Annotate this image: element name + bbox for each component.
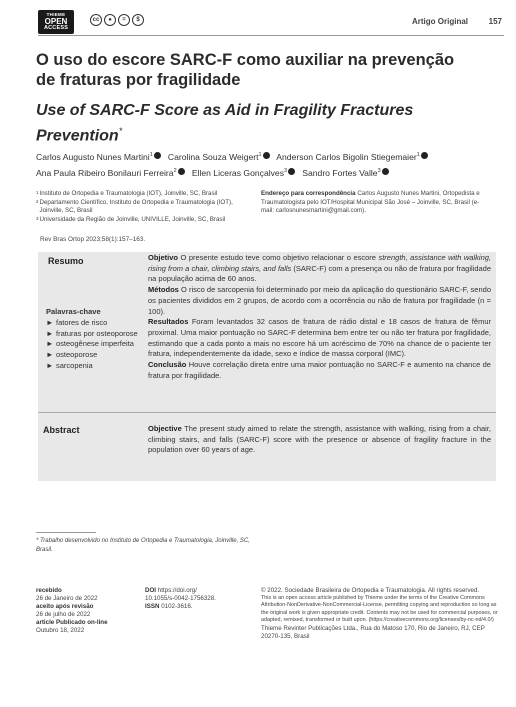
affiliations xyxy=(36,190,250,224)
resumo-heading: Resumo xyxy=(48,256,84,266)
title-english xyxy=(36,101,456,146)
footnote-mark: * xyxy=(36,538,39,544)
header-divider xyxy=(38,35,504,36)
author-name: Ellen Liceras Gonçalves xyxy=(191,167,285,178)
keyword-item: ► fatores de risco xyxy=(46,318,108,327)
logo-line-1: THIEME xyxy=(46,12,66,17)
article-dates: recebido 26 de Janeiro de 2022 aceito após revisão 26 de julho de 2022 article Publicado on-line Outubro 18, 2022 xyxy=(36,587,108,634)
orcid-icon[interactable] xyxy=(263,152,270,159)
orcid-icon[interactable] xyxy=(382,168,389,175)
abstract-heading: Abstract xyxy=(43,425,80,435)
orcid-icon[interactable] xyxy=(421,152,428,159)
resumo-body xyxy=(148,253,491,381)
copyright-line: © 2022. Sociedade Brasileira de Ortopedia e Traumatologia. All rights reserved. xyxy=(261,587,480,594)
affiliation-item: 3 Universidade da Região de Joinville, UNIVILLE, Joinville, SC, Brasil xyxy=(36,215,226,223)
by-icon: ● xyxy=(104,14,116,26)
author-affiliation: 3 xyxy=(377,167,381,174)
license-text: This is an open access article published by Thieme under the terms of the Creative Commons Attribution-NonDerivative-NonCommercial-License, permitting copying and reproduction so long as the original work is given appropriate credit. Contents may not be used for commercial purposes, or adapted, remixed, transformed or built upon. (https://creativecommons.org/licenses/by-nc-nd/4.0/) xyxy=(261,595,498,624)
resumo-metodos: Métodos O risco de sarcopenia foi determinado por meio da aplicação do questionário SARC-F, sendo os pacientes divididos em 2 grupos, de acordo com a ocorrência ou não de fratura por fragilidade (n = 100). xyxy=(148,285,491,316)
author-line-1 xyxy=(36,148,506,164)
orcid-icon[interactable] xyxy=(288,168,295,175)
resumo-conclusao: Conclusão Houve correlação direta entre uma maior pontuação no SARC-F e aumento na chance de fratura por fragilidade. xyxy=(148,360,491,380)
title-footnote-mark: * xyxy=(118,126,123,136)
author-list xyxy=(36,148,506,180)
resumo-objetivo: Objetivo O presente estudo teve como objetivo relacionar o escore strength, assistance with walking, rising from a chair, climbing stairs, and falls (SARC-F) com a presença ou não de fratura por fragilidade na população acima de 60 anos. xyxy=(148,253,491,284)
doi-link[interactable]: https://doi.org/ xyxy=(157,587,197,594)
keywords-list xyxy=(46,318,138,372)
section-label: Artigo Original xyxy=(412,17,468,26)
doi-issn: DOI https://doi.org/ 10.1055/s-0042-1756328. ISSN 0102-3616. xyxy=(145,587,255,611)
keyword-item: ► osteogênese imperfeita xyxy=(46,339,134,349)
affiliation-item: 1 Instituto de Ortopedia e Traumatologia (IOT), Joinville, SC, Brasil xyxy=(36,190,218,197)
nd-icon: = xyxy=(118,14,130,26)
logo-line-2: OPEN xyxy=(44,16,68,26)
correspondence-text: Carlos Augusto Nunes Martini, Ortopedista e Traumatologista pelo IOT/Hospital Municipal São José – Joinville, SC, Brasil (e-mail: carlosnunesmartini@gmail.com). xyxy=(261,190,480,215)
keyword-item: ► fraturas por osteoporose xyxy=(46,328,138,338)
author-affiliation: 3 xyxy=(284,167,288,174)
footnote xyxy=(36,537,256,554)
author-name: Sandro Fortes Valle xyxy=(302,167,378,178)
resumo-resultados: Resultados Foram levantados 32 casos de fratura de rádio distal e 18 casos de fratura de fêmur proximal. Uma maior pontuação no SARC-F determina bem entre ter ou não ter fratura por fragilidade, estimando que a cada ponto a mais no escore há um acréscimo de 70% na chance de o paciente ter fratura, independentemente da idade, sexo e índice de massa corporal (IMC). xyxy=(148,317,491,359)
correspondence-address xyxy=(261,190,491,216)
author-affiliation: 1 xyxy=(149,152,153,158)
keywords-heading: Palavras-chave xyxy=(46,307,101,316)
author-line-2 xyxy=(36,164,506,180)
author-affiliation: 2 xyxy=(173,167,177,174)
publisher-address: Thieme Revinter Publicações Ltda., Rua do Matoso 170, Rio de Janeiro, RJ, CEP 20270-135, Brasil xyxy=(261,624,485,640)
footnote-divider xyxy=(36,532,96,533)
abstract-box xyxy=(38,252,496,481)
abstract-body: Objective The present study aimed to relate the strength, assistance with walking, rising from a chair, climbing stairs, and falls (SARC-F) score with the presence or absence of fragility fracture in the population over 60 years of age. xyxy=(148,424,491,455)
author-name: Ana Paula Ribeiro Bonilauri Ferreira xyxy=(36,167,174,178)
nc-icon: $ xyxy=(132,14,144,26)
orcid-icon[interactable] xyxy=(154,152,161,159)
license-icons xyxy=(90,14,144,26)
author-name: Carolina Souza Weigert xyxy=(167,151,259,162)
keyword-item: ► sarcopenia xyxy=(46,360,93,370)
author-affiliation: 1 xyxy=(416,152,420,158)
correspondence-label: Endereço para correspondência xyxy=(261,190,356,197)
author-affiliation: 1 xyxy=(258,152,262,158)
logo-line-3: ACCESS xyxy=(43,24,69,31)
title-english-text: Use of SARC-F Score as Aid in Fragility Fractures Prevention xyxy=(36,102,414,145)
affiliation-item: 2 Departamento Científico, Instituto de Ortopedia e Traumatologia (IOT), Joinville, SC, Brasil xyxy=(36,198,233,215)
title-portuguese: O uso do escore SARC-F como auxiliar na prevenção de fraturas por fragilidade xyxy=(36,51,455,89)
footnote-text: Trabalho desenvolvido no Instituto de Ortopedia e Traumatologia, Joinville, SC, Brasil. xyxy=(36,538,250,553)
journal-citation: Rev Bras Ortop 2023;58(1):157–163. xyxy=(40,236,146,243)
page-number: 157 xyxy=(488,17,502,26)
orcid-icon[interactable] xyxy=(178,168,185,175)
abstract-divider xyxy=(38,412,496,413)
keyword-item: ► osteoporose xyxy=(46,350,98,360)
thieme-open-access-logo xyxy=(38,10,74,34)
author-name: Anderson Carlos Bigolin Stiegemaier xyxy=(276,151,417,162)
copyright-notice xyxy=(261,587,501,641)
author-name: Carlos Augusto Nunes Martini xyxy=(36,151,150,162)
cc-icon: cc xyxy=(90,14,102,26)
doi-link-cont[interactable]: 10.1055/s-0042-1756328. xyxy=(145,595,216,602)
